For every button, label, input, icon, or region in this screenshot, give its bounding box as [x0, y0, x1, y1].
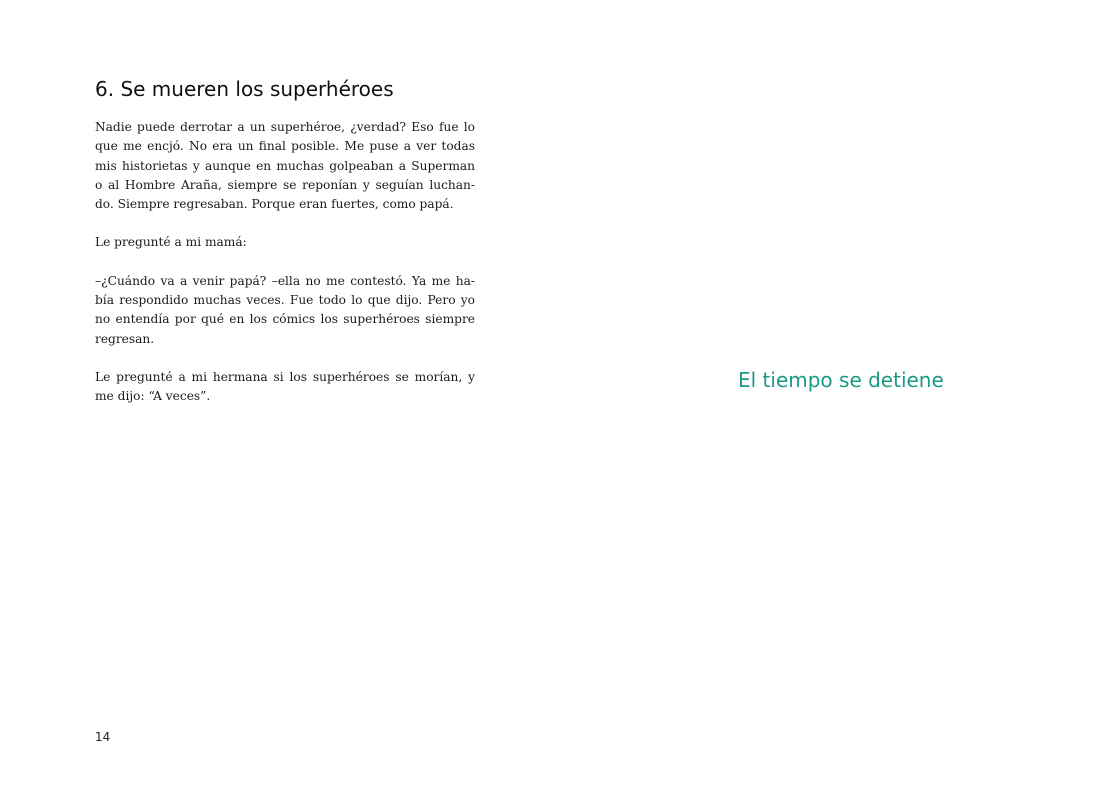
page-number: 14 — [95, 730, 111, 744]
text-line: Le pregunté a mi hermana si los superhéroes se morían, y — [95, 369, 475, 384]
paragraph-2 — [95, 233, 475, 252]
text-line: mis historietas y aunque en muchas golpeaban a Superman — [95, 158, 475, 173]
body-text — [95, 118, 475, 426]
right-page — [560, 0, 1119, 794]
chapter-title: 6. Se mueren los superhéroes — [95, 77, 394, 101]
text-line: –¿Cuándo va a venir papá? –ella no me contestó. Ya me ha- — [95, 273, 475, 288]
text-line: do. Siempre regresaban. Porque eran fuertes, como papá. — [95, 197, 454, 212]
paragraph-1 — [95, 118, 475, 214]
text-line: que me encjó. No era un final posible. Me puse a ver todas — [95, 139, 475, 154]
paragraph-3 — [95, 272, 475, 349]
text-line: bía respondido muchas veces. Fue todo lo que dijo. Pero yo — [95, 293, 475, 308]
text-line: no entendía por qué en los cómics los superhéroes siempre — [95, 312, 475, 327]
section-heading: El tiempo se detiene — [738, 368, 944, 392]
paragraph-4 — [95, 368, 475, 407]
text-line: regresan. — [95, 331, 155, 346]
text-line: o al Hombre Araña, siempre se reponían y seguían luchan- — [95, 177, 475, 192]
text-line: Nadie puede derrotar a un superhéroe, ¿verdad? Eso fue lo — [95, 120, 475, 134]
text-line: me dijo: “A veces”. — [95, 389, 211, 404]
text-line: Le pregunté a mi mamá: — [95, 235, 247, 250]
